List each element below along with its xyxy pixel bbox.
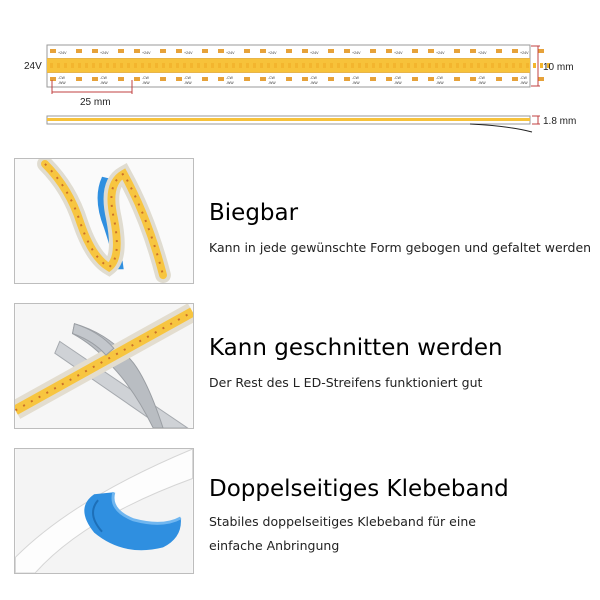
led-chip (64, 63, 67, 68)
pad-ww-label: -WW (352, 81, 360, 85)
solder-pad (202, 77, 208, 81)
led-chip (141, 63, 144, 68)
pad-plus-label: +24V (142, 51, 151, 55)
solder-pad (412, 77, 418, 81)
led-chip (162, 63, 165, 68)
pad-plus-label: +24V (394, 51, 403, 55)
solder-pad (412, 49, 418, 53)
led-chip (519, 63, 522, 68)
led-chip (428, 63, 431, 68)
led-chip (358, 63, 361, 68)
pad-cw-label: -CW (100, 76, 107, 80)
solder-pad (218, 49, 224, 53)
led-chip (50, 63, 53, 68)
led-chip (498, 63, 501, 68)
led-chip (288, 63, 291, 68)
led-chip (351, 63, 354, 68)
pad-ww-label: -WW (394, 81, 402, 85)
solder-pad (454, 77, 460, 81)
led-chip (99, 63, 102, 68)
solder-pad (370, 49, 376, 53)
pad-cw-label: -CW (310, 76, 317, 80)
pad-cw-label: -CW (58, 76, 65, 80)
led-chip (232, 63, 235, 68)
solder-pad (244, 49, 250, 53)
led-chip (281, 63, 284, 68)
solder-pad (470, 77, 476, 81)
led-chip (491, 63, 494, 68)
feature-flexible (14, 158, 594, 288)
led-chip (456, 63, 459, 68)
pad-plus-label: +24V (478, 51, 487, 55)
solder-pad (496, 77, 502, 81)
solder-pad (50, 77, 56, 81)
width-label: 10 mm (543, 62, 574, 73)
solder-pad (328, 49, 334, 53)
led-chip (372, 63, 375, 68)
solder-pad (386, 49, 392, 53)
led-chip (463, 63, 466, 68)
pad-cw-label: -CW (436, 76, 443, 80)
feature-title: Biegbar (209, 200, 299, 226)
pad-plus-label: +24V (226, 51, 235, 55)
flexible-strip-photo (14, 158, 194, 284)
led-chip (183, 63, 186, 68)
pad-plus-label: +24V (310, 51, 319, 55)
led-chip (260, 63, 263, 68)
led-chip (225, 63, 228, 68)
solder-pad (118, 49, 124, 53)
pad-plus-label: +24V (100, 51, 109, 55)
led-chip (407, 63, 410, 68)
led-chip (218, 63, 221, 68)
led-chip (295, 63, 298, 68)
led-chip (211, 63, 214, 68)
led-chip (477, 63, 480, 68)
pad-ww-label: -WW (100, 81, 108, 85)
solder-pad (496, 49, 502, 53)
led-chip (421, 63, 424, 68)
led-chip (169, 63, 172, 68)
pad-ww-label: -WW (310, 81, 318, 85)
led-chip (120, 63, 123, 68)
solder-pad (370, 77, 376, 81)
led-chip (449, 63, 452, 68)
led-chip (442, 63, 445, 68)
pad-plus-label: +24V (58, 51, 67, 55)
feature-cuttable (14, 303, 594, 433)
pad-ww-label: -WW (142, 81, 150, 85)
solder-pad (134, 49, 140, 53)
pad-cw-label: -CW (142, 76, 149, 80)
led-chip (246, 63, 249, 68)
led-chip (106, 63, 109, 68)
led-chip (134, 63, 137, 68)
led-chip (197, 63, 200, 68)
solder-pad (134, 77, 140, 81)
pad-cw-label: -CW (226, 76, 233, 80)
pad-ww-label: -WW (268, 81, 276, 85)
solder-pad (218, 77, 224, 81)
led-chip (239, 63, 242, 68)
led-chip (470, 63, 473, 68)
adhesive-tape-photo (14, 448, 194, 574)
led-chip (386, 63, 389, 68)
feature-adhesive (14, 448, 594, 578)
led-chip (414, 63, 417, 68)
led-chip (148, 63, 151, 68)
solder-pad (428, 49, 434, 53)
pad-ww-label: -WW (478, 81, 486, 85)
led-chip (365, 63, 368, 68)
led-chip (92, 63, 95, 68)
solder-pad (344, 77, 350, 81)
solder-pad (454, 49, 460, 53)
solder-pad (512, 49, 518, 53)
solder-pad (302, 77, 308, 81)
solder-pad (286, 49, 292, 53)
feature-title: Doppelseitiges Klebeband (209, 476, 509, 502)
led-chip (78, 63, 81, 68)
pad-cw-label: -CW (352, 76, 359, 80)
solder-pad (92, 77, 98, 81)
pad-ww-label: -WW (226, 81, 234, 85)
led-chip (309, 63, 312, 68)
solder-pad (386, 77, 392, 81)
pad-ww-label: -WW (520, 81, 528, 85)
led-chip (176, 63, 179, 68)
led-chip (344, 63, 347, 68)
led-chip (274, 63, 277, 68)
solder-pad (244, 77, 250, 81)
pad-cw-label: -CW (268, 76, 275, 80)
thickness-label: 1.8 mm (543, 116, 577, 127)
led-chip (85, 63, 88, 68)
pad-cw-label: -CW (478, 76, 485, 80)
solder-pad (260, 77, 266, 81)
led-chip (379, 63, 382, 68)
solder-pad (50, 49, 56, 53)
pad-ww-label: -WW (58, 81, 66, 85)
led-chip (323, 63, 326, 68)
led-chip (505, 63, 508, 68)
solder-pad (538, 49, 544, 53)
led-chip (330, 63, 333, 68)
solder-pad (160, 77, 166, 81)
pad-ww-label: -WW (184, 81, 192, 85)
led-chip (393, 63, 396, 68)
solder-pad (92, 49, 98, 53)
pad-ww-label: -WW (436, 81, 444, 85)
solder-pad (470, 49, 476, 53)
pad-cw-label: -CW (184, 76, 191, 80)
led-chip (512, 63, 515, 68)
pad-plus-label: +24V (352, 51, 361, 55)
solder-pad (538, 77, 544, 81)
solder-pad (176, 77, 182, 81)
solder-pad (202, 49, 208, 53)
solder-pad (76, 77, 82, 81)
scissors-cut-photo (14, 303, 194, 429)
solder-pad (344, 49, 350, 53)
voltage-label: 24V (24, 61, 42, 72)
feature-description: einfache Anbringung (209, 538, 340, 553)
solder-pad (176, 49, 182, 53)
solder-pad (260, 49, 266, 53)
led-chip (253, 63, 256, 68)
led-chip (484, 63, 487, 68)
pad-plus-label: +24V (268, 51, 277, 55)
led-chip (267, 63, 270, 68)
feature-description: Kann in jede gewünschte Form gebogen und gefaltet werden (209, 240, 592, 255)
feature-title: Kann geschnitten werden (209, 335, 503, 361)
led-chip (302, 63, 305, 68)
led-chip (57, 63, 60, 68)
led-chip (526, 63, 529, 68)
led-chip (435, 63, 438, 68)
solder-pad (286, 77, 292, 81)
solder-pad (428, 77, 434, 81)
led-chip (190, 63, 193, 68)
led-chip (204, 63, 207, 68)
pad-plus-label: +24V (436, 51, 445, 55)
solder-pad (328, 77, 334, 81)
led-chip (71, 63, 74, 68)
led-chip (316, 63, 319, 68)
solder-pad (160, 49, 166, 53)
led-chip (533, 63, 536, 68)
strip-dimension-diagram (0, 0, 600, 140)
feature-description: Der Rest des L ED-Streifens funktioniert gut (209, 375, 483, 390)
pad-cw-label: -CW (520, 76, 527, 80)
solder-pad (512, 77, 518, 81)
led-chip (127, 63, 130, 68)
solder-pad (118, 77, 124, 81)
solder-pad (302, 49, 308, 53)
segment-length-label: 25 mm (80, 97, 111, 108)
led-chip (337, 63, 340, 68)
led-chip (113, 63, 116, 68)
solder-pad (76, 49, 82, 53)
led-chip (155, 63, 158, 68)
pad-plus-label: +24V (520, 51, 529, 55)
pad-cw-label: -CW (394, 76, 401, 80)
feature-description: Stabiles doppelseitiges Klebeband für eine (209, 514, 476, 529)
pad-plus-label: +24V (184, 51, 193, 55)
led-chip (400, 63, 403, 68)
